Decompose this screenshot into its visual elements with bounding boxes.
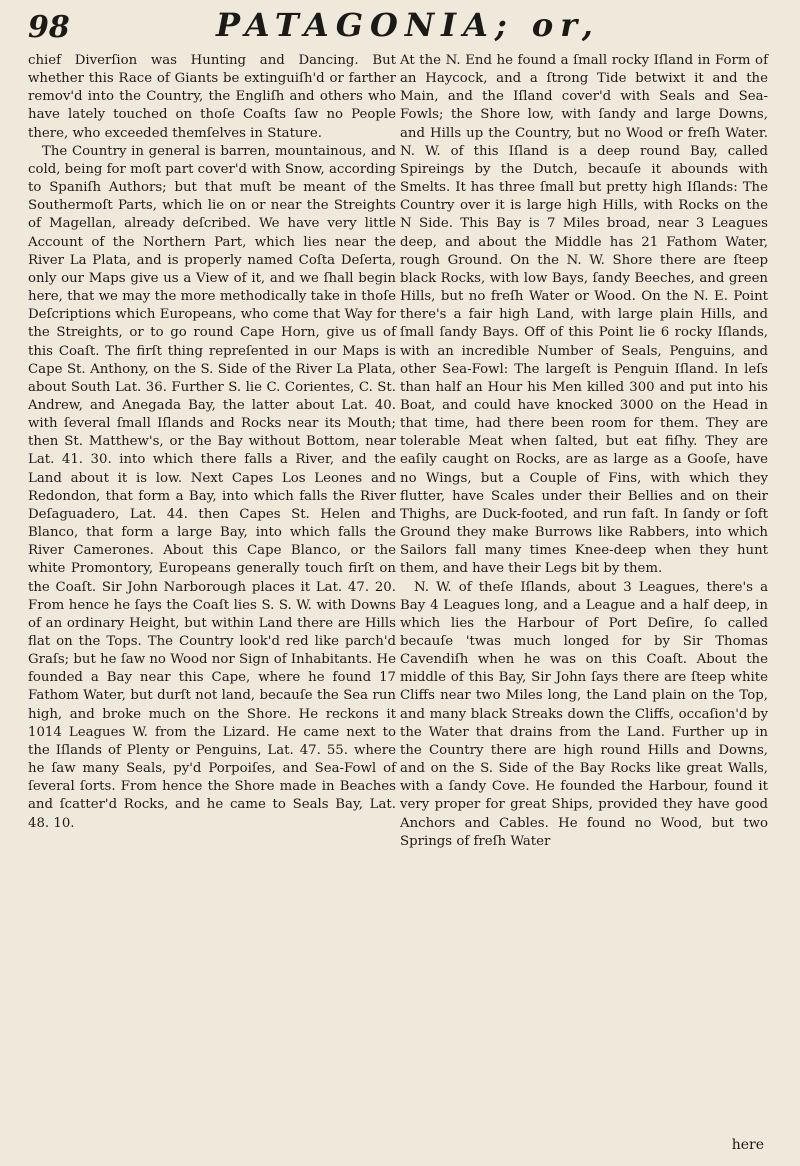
page-number: 98 — [28, 10, 70, 45]
right-paragraph-2: N. W. of theſe Iſlands, about 3 Leagues, there's a Bay 4 Leagues long, and a League and a half deep, in which lies the Harbour of Port Deſire, ſo called becauſe 'twas much longed for by Sir Thomas Cavendiſh when he was on this Coaſt. About the middle of this Bay, Sir John ſays there are ſteep white Cliffs near two Miles long, the Land plain on the Top, and many black Streaks down the Cliffs, occaſion'd by the Water that drains from the Land. Further up in the Country there are high round Hills and Downs, and on the S. Side of the Bay Rocks like great Walls, with a ſandy Cove. He founded the Harbour, found it very proper for great Ships, provided they have good Anchors and Cables. He found no Wood, but two Springs of freſh Water — [400, 579, 768, 849]
right-paragraph-1: At the N. End he found a ſmall rocky Iſland in Form of an Haycock, and a ſtrong Tide betwixt it and the Main, and the Iſland cover'd with Seals and Sea-Fowls; the Shore low, with ſandy and large Downs, and Hills up the Country, but no Wood or freſh Water. N. W. of this Iſland is a deep round Bay, called Spireings by the Dutch, becauſe it abounds with Smelts. It has three ſmall but pretty high Iſlands: The Country over it is large high Hills, with Rocks on the N Side. This Bay is 7 Miles broad, near 3 Leagues deep, and about the Middle has 21 Fathom Water, rough Ground. On the N. W. Shore there are ſteep black Rocks, with low Bays, ſandy Beeches, and green Hills, but no freſh Water or Wood. On the N. E. Point there's a fair high Land, with large plain Hills, and ſmall ſandy Bays. Off of this Point lie 6 rocky Iſlands, with an incredible Number of Seals, Penguins, and other Sea-Fowl: The largeſt is Penguin Iſland. In leſs than half an Hour his Men killed 300 and put into his Boat, and could have knocked 3000 on the Head in that time, had there been room for them. They are tolerable Meat when ſalted, but eat fiſhy. They are eaſily caught on Rocks, are as large as a Gooſe, have no Wings, but a Couple of Fins, with which they flutter, have Scales under their Bellies and on their Thighs, are Duck-footed, and run faſt. In ſandy or ſoft Ground they make Burrows like Rabbers, into which Sailors fall many times Knee-deep when they hunt them, and have their Legs bit by them. — [400, 53, 768, 577]
left-paragraph-2: The Country in general is barren, mountainous, and cold, being for moſt part cover'd with Snow, according to Spaniſh Authors; but that muſt be meant of the Southermoſt Parts, which lie on or near the Streights of Magellan, already deſcribed. We have very little Account of the Northern Part, which lies near the River La Plata, and is properly named Coſta Deſerta, only our Maps give us a View of it, and we ſhall begin here, that we may the more methodically take in thoſe Deſcriptions which Europeans, who come that Way for the Streights, or to go round Cape Horn, give us of this Coaſt. The firſt thing repreſented in our Maps is Cape St. Anthony, on the S. Side of the River La Plata, about South Lat. 36. Further S. lie C. Corientes, C. St. Andrew, and Anegada Bay, the latter about Lat. 40. with ſeveral ſmall Iſlands and Rocks near its Mouth; then St. Matthew's, or the Bay without Bottom, near Lat. 41. 30. into which there falls a River, and the Land about it is low. Next Capes Los Leones and Redondon, that form a Bay, into which falls the River Deſaguadero, Lat. 44. then Capes St. Helen and Blanco, that form a large Bay, into which falls the River Camerones. About this Cape Blanco, or the white Promontory, Europeans generally touch firſt on the Coaſt. Sir John Narborough places it Lat. 47. 20. From hence he ſays the Coaſt lies S. S. W. with Downs of an ordinary Height, but within Land there are Hills flat on the Tops. The Country look'd red like parch'd Graſs; but he ſaw no Wood nor Sign of Inhabitants. He founded a Bay near this Cape, where he found 17 Fathom Water, but durſt not land, becauſe the Sea run high, and broke much on the Shore. He reckons it 1014 Leagues W. from the Lizard. He came next to the Iſlands of Plenty or Penguins, Lat. 47. 55. where he ſaw many Seals, py'd Porpoiſes, and Sea-Fowl of ſeveral ſorts. From hence the Shore made in Beaches and ſcatter'd Rocks, and he came to Seals Bay, Lat. 48. 10. — [28, 143, 396, 831]
left-paragraph-1: chief Diverſion was Hunting and Dancing. But whether this Race of Giants be extinguiſh'd or farther remov'd into the Country, the Engliſh and others who have lately touched on thoſe Coaſts ſaw no People there, who exceeded themſelves in Stature. — [28, 53, 396, 141]
catchword: here — [731, 1136, 764, 1153]
page-header — [28, 6, 788, 46]
right-column — [400, 52, 768, 1158]
left-column — [28, 52, 396, 1158]
running-head: PATAGONIA; or, — [216, 6, 600, 44]
